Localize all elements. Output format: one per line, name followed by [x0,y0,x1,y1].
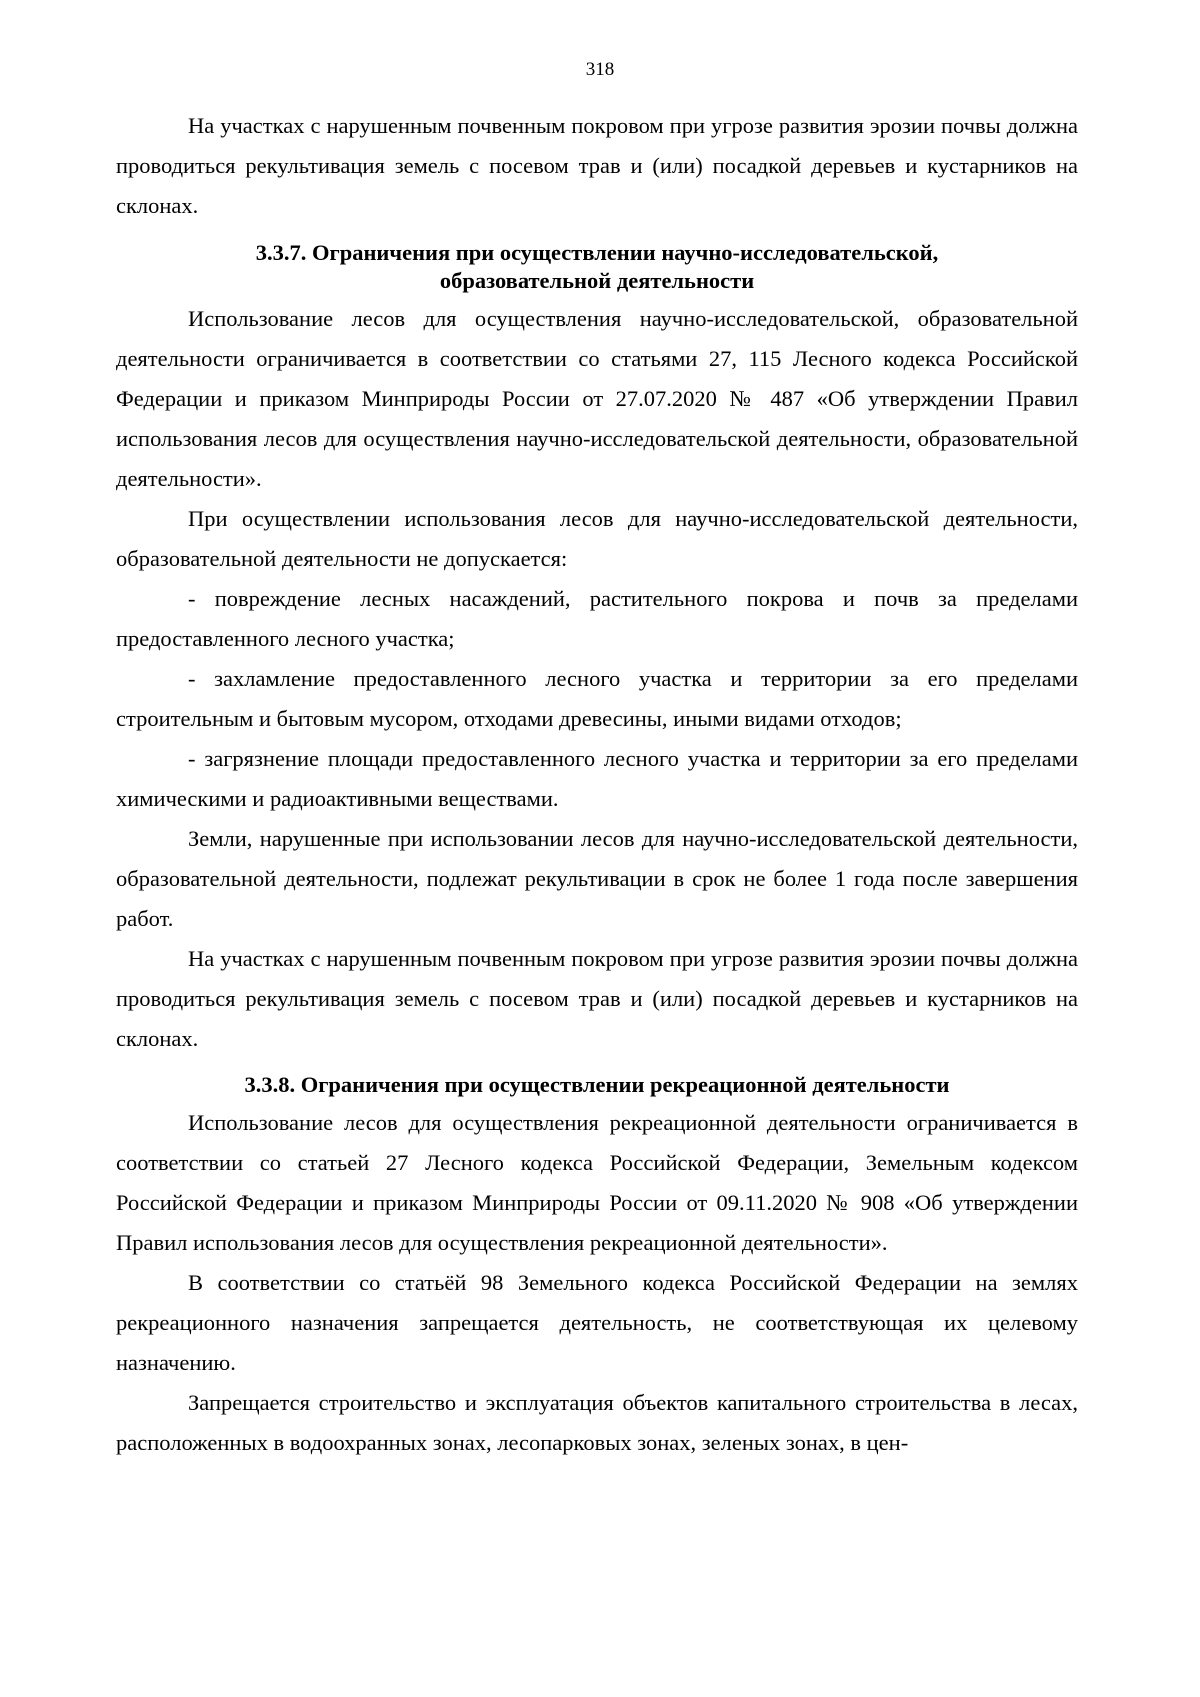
list-item-pollution: - загрязнение площади предоставленного лесного участка и территории за его пределами химическими и радиоактивными веществами. [116,746,1078,811]
paragraph-construction-ban: Запрещается строительство и эксплуатация объектов капитального строительства в лесах, расположенных в водоохранных зонах, лесопарковых зонах, зеленых зонах, в цен- [116,1390,1078,1455]
paragraph-recreational-use: Использование лесов для осуществления рекреационной деятельности ограничивается в соответствии со статьей 27 Лесного кодекса Российской Федерации, Земельным кодексом Российской Федерации и приказом Минприроды России от 09.11.2020 № 908 «Об утверждении Правил использования лесов для осуществления рекреационной деятельности». [116,1110,1078,1255]
paragraph-erosion-reclamation: На участках с нарушенным почвенным покровом при угрозе развития эрозии почвы должна проводиться рекультивация земель с посевом трав и (или) посадкой деревьев и кустарников на склонах. [116,113,1078,218]
list-item-littering: - захламление предоставленного лесного участка и территории за его пределами строительным и бытовым мусором, отходами древесины, иными видами отходов; [116,666,1078,731]
section-heading-3-3-7 [116,226,1078,299]
document-body [116,106,1078,1463]
section-heading-line: 3.3.7. Ограничения при осуществлении научно-исследовательской, [255,240,939,265]
list-item-damage: - повреждение лесных насаждений, растительного покрова и почв за пределами предоставленного лесного участка; [116,586,1078,651]
page-number: 318 [585,59,615,80]
paragraph-not-allowed: При осуществлении использования лесов для научно-исследовательской деятельности, образовательной деятельности не допускается: [116,506,1078,571]
section-heading-3-3-8 [116,1059,1078,1103]
paragraph-erosion-reclamation-2: На участках с нарушенным почвенным покровом при угрозе развития эрозии почвы должна проводиться рекультивация земель с посевом трав и (или) посадкой деревьев и кустарников на склонах. [116,946,1078,1051]
section-heading-line: 3.3.8. Ограничения при осуществлении рекреационной деятельности [244,1072,950,1097]
paragraph-land-reclamation: Земли, нарушенные при использовании лесов для научно-исследовательской деятельности, образовательной деятельности, подлежат рекультивации в срок не более 1 года после завершения работ. [116,826,1078,931]
paragraph-land-code-98: В соответствии со статьёй 98 Земельного кодекса Российской Федерации на землях рекреационного назначения запрещается деятельность, не соответствующая их целевому назначению. [116,1270,1078,1375]
paragraph-research-use: Использование лесов для осуществления научно-исследовательской, образовательной деятельности ограничивается в соответствии со статьями 27, 115 Лесного кодекса Российской Федерации и приказом Минприроды России от 27.07.2020 № 487 «Об утверждении Правил использования лесов для осуществления научно-исследовательской деятельности, образовательной деятельности». [116,306,1078,491]
section-heading-line: образовательной деятельности [439,268,755,293]
